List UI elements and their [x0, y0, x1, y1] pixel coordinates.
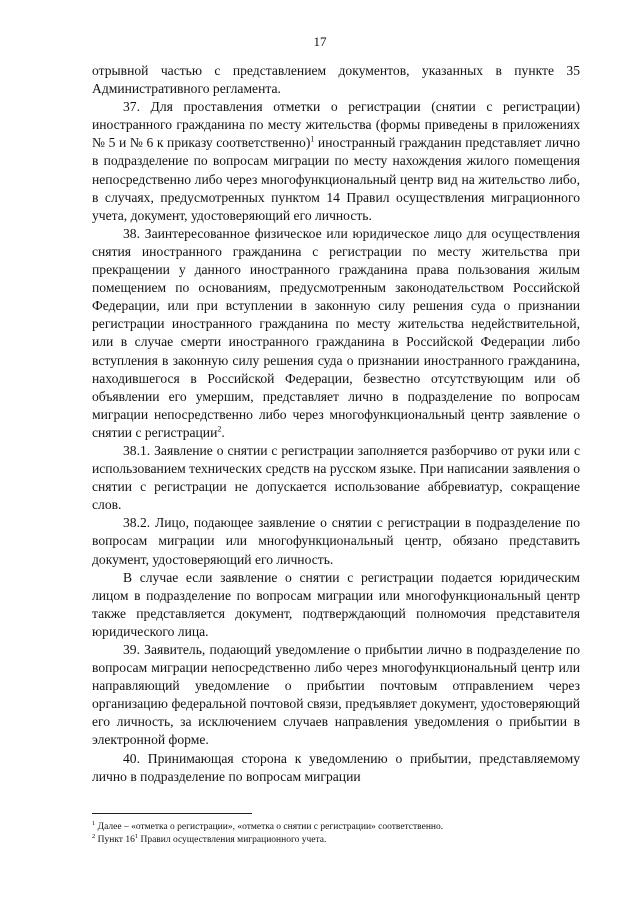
text-run: 38. Заинтересованное физическое или юридическое лицо для осуществления снятия иностранного гражданина с регистрации по месту жительства при прекращении у данного иностранного гражданина права пользования жилым помещением по основаниям, предусмотренным законодательством Российской Федерации, или при вступлении в законную силу решения суда о признании регистрации иностранного гражданина по месту жительства недействительной, или в случае смерти иностранного гражданина в Российской Федерации либо вступления в законную силу решения суда о признании иностранного гражданина, находившегося в Российской Федерации, безвестно отсутствующим или об объявлении его умершим, представляет лично в подразделение по вопросам миграции непосредственно либо через многофункциональный центр заявление о снятии с регистрации: [92, 225, 580, 440]
footnote: [92, 834, 580, 847]
text-run: 40. Принимающая сторона к уведомлению о прибытии, представляемому лично в подразделение по вопросам миграции: [92, 750, 580, 784]
text-run: 39. Заявитель, подающий уведомление о прибытии лично в подразделение по вопросам миграции непосредственно либо через многофункциональный центр или направляющий уведомление о прибытии почтовым отправлением через организацию федеральной почтовой связи, предъявляет документ, удостоверяющий его личность, за исключением случаев направления уведомления о прибытии в электронной форме.: [92, 642, 580, 748]
text-run: 37. Для проставления отметки о регистрации (снятии с регистрации) иностранного гражданина по месту жительства (формы приведены в приложениях № 5 и № 6 к приказу соответственно): [92, 99, 580, 151]
text-run: Пункт 16: [95, 835, 135, 845]
footnote-marker: 1: [92, 819, 96, 827]
paragraph: [92, 442, 580, 514]
text-run: иностранный гражданин представляет лично в подразделение по вопросам миграции по месту нахождения жилого помещения непосредственно либо через многофункциональный центр вид на жительство либо, в случаях, предусмотренных пунктом 14 Правил осуществления миграционного учета, документ, удостоверяющий его личность.: [92, 135, 580, 223]
paragraph: [92, 98, 580, 225]
footnote: [92, 821, 580, 834]
text-run: отрывной частью с представлением документов, указанных в пункте 35 Административного регламента.: [92, 63, 580, 97]
paragraph: [92, 569, 580, 641]
footnote-marker: 2: [217, 424, 222, 434]
text-run: В случае если заявление о снятии с регистрации подается юридическим лицом в подразделение по вопросам миграции или многофункциональный центр также представляется документ, подтверждающий полномочия представителя юридического лица.: [92, 569, 580, 639]
paragraph: [92, 225, 580, 442]
paragraph: [92, 514, 580, 568]
footnotes: [92, 813, 580, 847]
paragraph: [92, 750, 580, 786]
text-run: 38.1. Заявление о снятии с регистрации заполняется разборчиво от руки или с использованием технических средств на русском языке. При написании заявления о снятии с регистрации не допускается использование аббревиатур, сокращение слов.: [92, 442, 580, 513]
paragraph: [92, 62, 580, 98]
page-number: 17: [313, 34, 327, 49]
footnote-marker: 1: [310, 134, 315, 144]
body-text: [92, 62, 580, 786]
text-run: 38.2. Лицо, подающее заявление о снятии с регистрации в подразделение по вопросам миграции или многофункциональный центр, обязано представить документ, удостоверяющий его личность.: [92, 515, 580, 567]
text-run: Правил осуществления миграционного учета.: [138, 835, 327, 845]
footnote-marker: 1: [134, 832, 139, 840]
text-run: Далее – «отметка о регистрации», «отметка о снятии с регистрации» соответственно.: [95, 822, 444, 832]
footnote-separator: [92, 813, 252, 814]
text-run: .: [221, 424, 225, 440]
footnote-marker: 2: [92, 832, 96, 840]
paragraph: [92, 641, 580, 750]
